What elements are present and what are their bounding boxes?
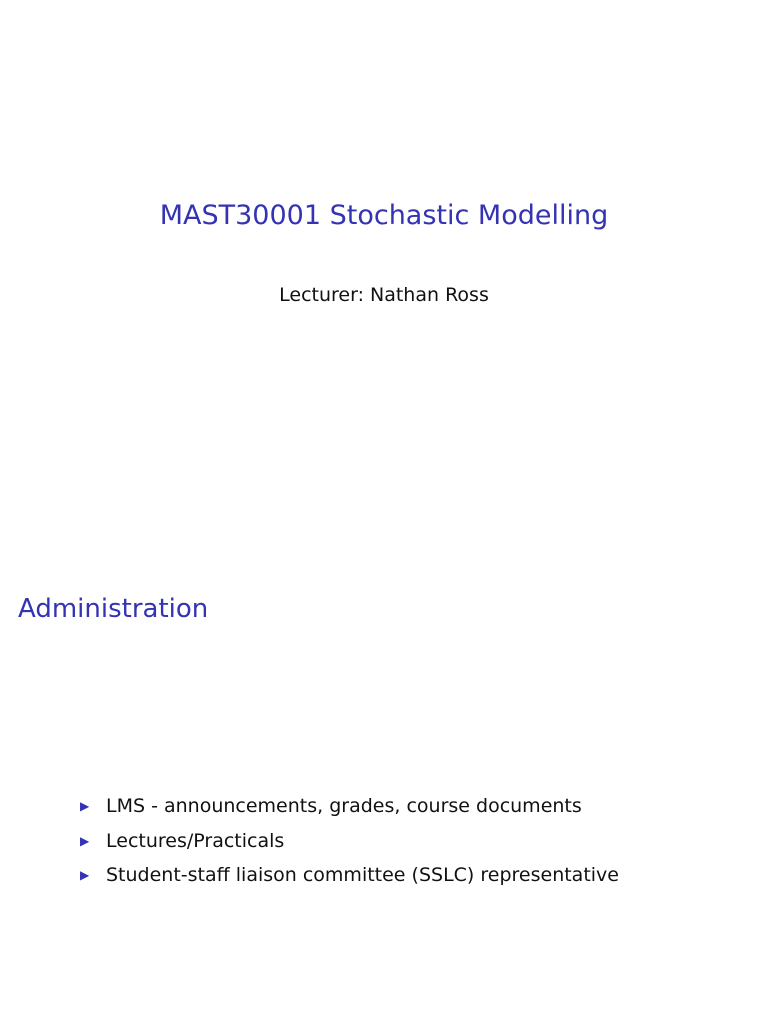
- lecturer-name: Lecturer: Nathan Ross: [279, 284, 489, 306]
- list-item-text: Student-staff liaison committee (SSLC) representative: [106, 864, 619, 887]
- page-title: MAST30001 Stochastic Modelling: [159, 200, 609, 231]
- triangle-right-icon: ▶: [80, 799, 90, 814]
- list-item-text: Lectures/Practicals: [106, 829, 285, 852]
- section-heading: Administration: [18, 594, 209, 624]
- triangle-right-icon: ▶: [80, 833, 90, 848]
- list-item: [80, 858, 619, 893]
- list-item: [80, 824, 619, 859]
- triangle-right-icon: ▶: [80, 868, 90, 883]
- bullet-list: [80, 789, 619, 893]
- list-item-text: LMS - announcements, grades, course documents: [106, 795, 582, 818]
- list-item: [80, 789, 619, 824]
